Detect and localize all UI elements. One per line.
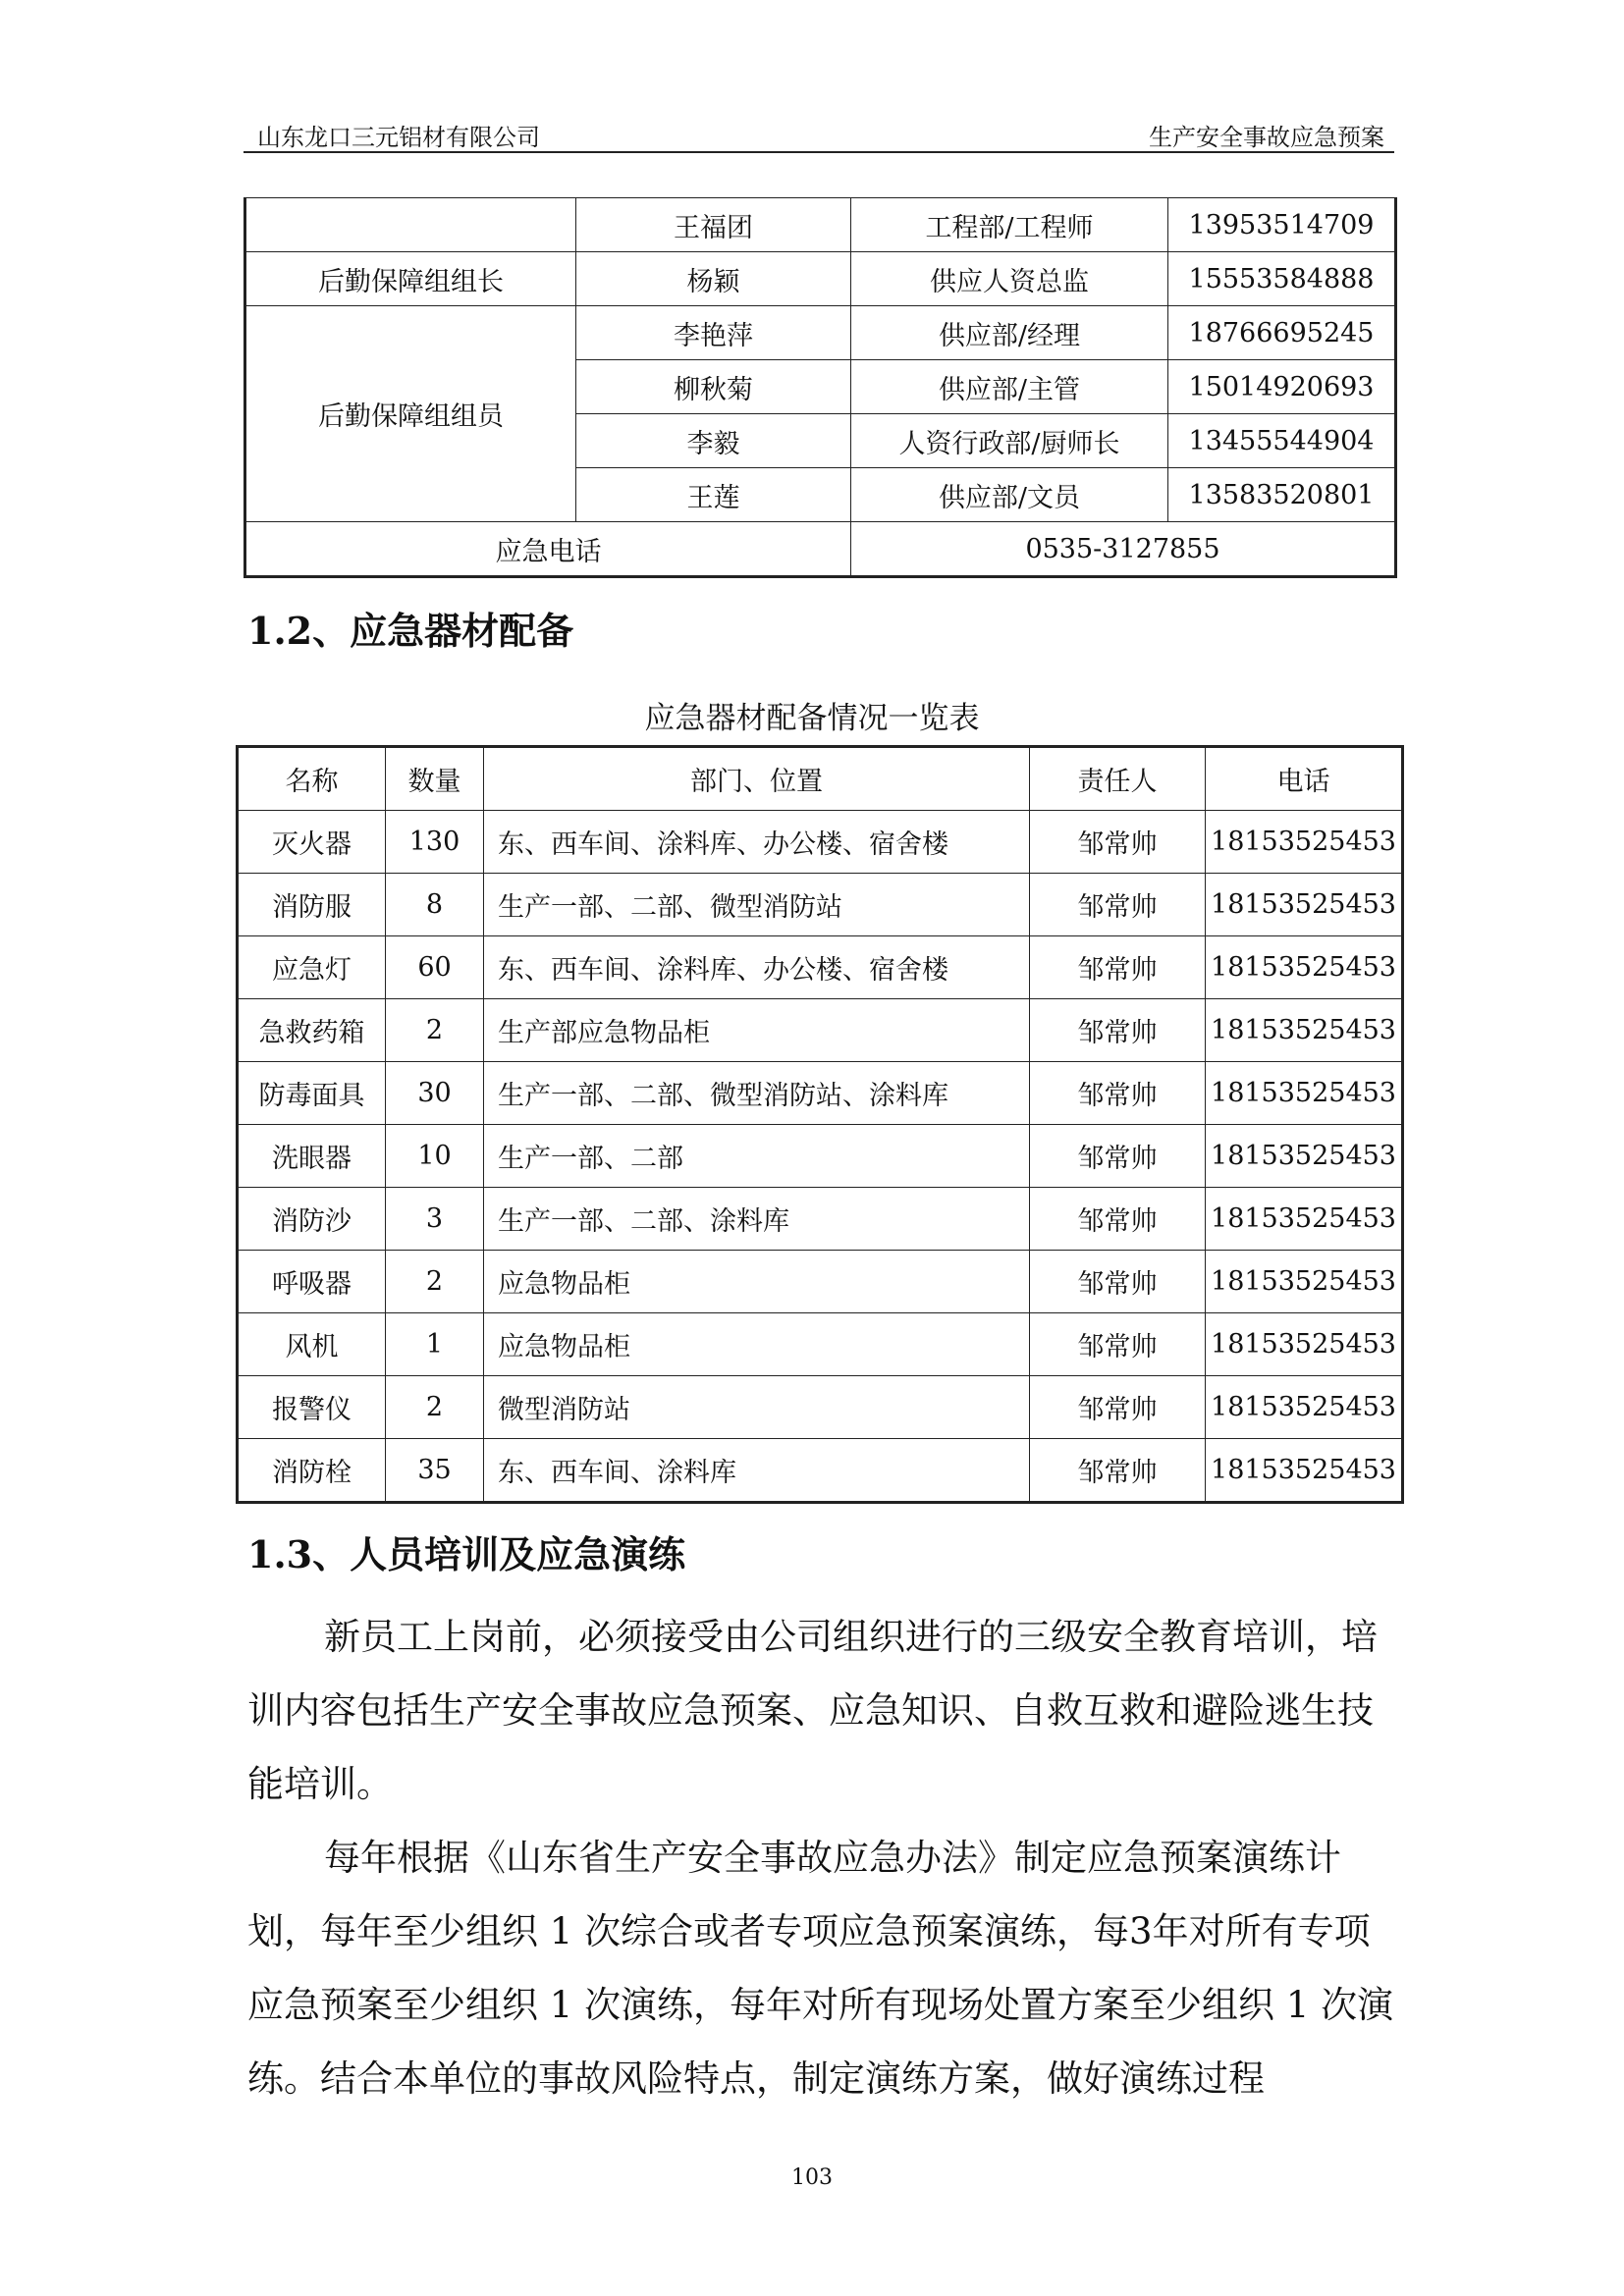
table-cell: 18153525453 <box>1206 999 1403 1062</box>
table-row <box>245 306 1396 360</box>
table-cell: 邹常帅 <box>1030 999 1206 1062</box>
table-cell-member-role: 后勤保障组组员 <box>245 306 576 522</box>
table-cell: 王福团 <box>576 198 851 252</box>
table-cell: 30 <box>386 1062 484 1125</box>
table-cell: 灭火器 <box>238 811 386 874</box>
paragraph: 每年根据《山东省生产安全事故应急办法》制定应急预案演练计划，每年至少组织 1 次综合或者专项应急预案演练，每3年对所有专项应急预案至少组织 1 次演练，每年对所有现场处置方案至少组织 1 次演练。结合本单位的事故风险特点，制定演练方案，做好演练过程 <box>247 1837 1394 2100</box>
table-row <box>245 252 1396 306</box>
table-cell: 1 <box>386 1313 484 1376</box>
section-heading-1-2: 1.2、应急器材配备 <box>247 609 574 653</box>
table-cell: 应急灯 <box>238 936 386 999</box>
table-row <box>245 522 1396 577</box>
contact-table <box>244 197 1397 578</box>
table-cell: 风机 <box>238 1313 386 1376</box>
table-cell: 供应部/主管 <box>851 360 1168 414</box>
table-cell: 18153525453 <box>1206 1376 1403 1439</box>
table-cell: 18153525453 <box>1206 1439 1403 1503</box>
table-cell: 2 <box>386 999 484 1062</box>
table-cell: 邹常帅 <box>1030 1376 1206 1439</box>
table-cell: 邹常帅 <box>1030 1439 1206 1503</box>
page-header <box>244 112 1394 153</box>
table-cell: 邹常帅 <box>1030 874 1206 936</box>
table-header-cell: 部门、位置 <box>484 747 1030 811</box>
table-row <box>238 1439 1403 1503</box>
table-cell: 洗眼器 <box>238 1125 386 1188</box>
table-cell: 应急物品柜 <box>484 1251 1030 1313</box>
table-cell: 供应部/文员 <box>851 468 1168 522</box>
table-cell <box>245 198 576 252</box>
table-cell: 3 <box>386 1188 484 1251</box>
table-cell: 15553584888 <box>1168 252 1396 306</box>
table-row <box>238 811 1403 874</box>
body-text <box>247 1600 1394 2115</box>
table-row <box>238 874 1403 936</box>
table-cell: 应急物品柜 <box>484 1313 1030 1376</box>
table-cell: 邹常帅 <box>1030 1313 1206 1376</box>
table-cell: 生产一部、二部、涂料库 <box>484 1188 1030 1251</box>
table-cell: 18153525453 <box>1206 874 1403 936</box>
table-cell: 18153525453 <box>1206 1188 1403 1251</box>
table-cell: 工程部/工程师 <box>851 198 1168 252</box>
table-cell: 供应部/经理 <box>851 306 1168 360</box>
table-cell: 生产一部、二部、微型消防站 <box>484 874 1030 936</box>
table-cell: 18153525453 <box>1206 1062 1403 1125</box>
table-cell: 8 <box>386 874 484 936</box>
table-row <box>245 198 1396 252</box>
table-cell: 邹常帅 <box>1030 811 1206 874</box>
table-cell: 供应人资总监 <box>851 252 1168 306</box>
header-company: 山东龙口三元铝材有限公司 <box>257 124 540 151</box>
table-cell: 急救药箱 <box>238 999 386 1062</box>
table-header-row <box>238 747 1403 811</box>
table-cell: 生产部应急物品柜 <box>484 999 1030 1062</box>
table-cell: 60 <box>386 936 484 999</box>
table-cell: 2 <box>386 1251 484 1313</box>
table-cell: 消防服 <box>238 874 386 936</box>
table-cell: 18153525453 <box>1206 811 1403 874</box>
table-row <box>238 1313 1403 1376</box>
table-cell: 18766695245 <box>1168 306 1396 360</box>
table-cell: 18153525453 <box>1206 1125 1403 1188</box>
table-cell: 15014920693 <box>1168 360 1396 414</box>
table-cell: 杨颖 <box>576 252 851 306</box>
table-cell: 报警仪 <box>238 1376 386 1439</box>
emergency-phone-value: 0535-3127855 <box>851 522 1396 577</box>
table-cell: 后勤保障组组长 <box>245 252 576 306</box>
table-cell: 王莲 <box>576 468 851 522</box>
table-cell: 人资行政部/厨师长 <box>851 414 1168 468</box>
table-cell: 35 <box>386 1439 484 1503</box>
table-cell: 130 <box>386 811 484 874</box>
table-cell: 13583520801 <box>1168 468 1396 522</box>
paragraph: 新员工上岗前，必须接受由公司组织进行的三级安全教育培训，培训内容包括生产安全事故应急预案、应急知识、自救互救和避险逃生技能培训。 <box>247 1616 1378 1805</box>
table-cell: 东、西车间、涂料库 <box>484 1439 1030 1503</box>
table-cell: 18153525453 <box>1206 936 1403 999</box>
table-cell: 东、西车间、涂料库、办公楼、宿舍楼 <box>484 811 1030 874</box>
table-header-cell: 名称 <box>238 747 386 811</box>
table-cell: 柳秋菊 <box>576 360 851 414</box>
table-cell: 李艳萍 <box>576 306 851 360</box>
table-row <box>238 1188 1403 1251</box>
table-cell: 2 <box>386 1376 484 1439</box>
table-cell: 李毅 <box>576 414 851 468</box>
table-row <box>238 1376 1403 1439</box>
table-cell: 18153525453 <box>1206 1313 1403 1376</box>
page-number: 103 <box>791 2165 833 2190</box>
table-cell: 防毒面具 <box>238 1062 386 1125</box>
table-cell: 呼吸器 <box>238 1251 386 1313</box>
table-row <box>238 936 1403 999</box>
table-cell: 邹常帅 <box>1030 1188 1206 1251</box>
table-cell: 13455544904 <box>1168 414 1396 468</box>
emergency-phone-label: 应急电话 <box>245 522 851 577</box>
table-row <box>238 1125 1403 1188</box>
table-caption: 应急器材配备情况一览表 <box>644 701 980 736</box>
table-cell: 10 <box>386 1125 484 1188</box>
table-cell: 邹常帅 <box>1030 1125 1206 1188</box>
table-cell: 微型消防站 <box>484 1376 1030 1439</box>
table-cell: 邹常帅 <box>1030 936 1206 999</box>
table-cell: 18153525453 <box>1206 1251 1403 1313</box>
table-cell: 邹常帅 <box>1030 1062 1206 1125</box>
table-cell: 生产一部、二部、微型消防站、涂料库 <box>484 1062 1030 1125</box>
section-heading-1-3: 1.3、人员培训及应急演练 <box>247 1532 686 1576</box>
table-header-cell: 电话 <box>1206 747 1403 811</box>
table-cell: 消防沙 <box>238 1188 386 1251</box>
equipment-table <box>236 745 1404 1504</box>
header-doc-title: 生产安全事故应急预案 <box>1149 124 1384 151</box>
table-cell: 消防栓 <box>238 1439 386 1503</box>
table-row <box>238 1251 1403 1313</box>
table-row <box>238 1062 1403 1125</box>
table-header-cell: 数量 <box>386 747 484 811</box>
table-cell: 13953514709 <box>1168 198 1396 252</box>
table-row <box>238 999 1403 1062</box>
table-header-cell: 责任人 <box>1030 747 1206 811</box>
table-cell: 东、西车间、涂料库、办公楼、宿舍楼 <box>484 936 1030 999</box>
table-cell: 生产一部、二部 <box>484 1125 1030 1188</box>
table-cell: 邹常帅 <box>1030 1251 1206 1313</box>
